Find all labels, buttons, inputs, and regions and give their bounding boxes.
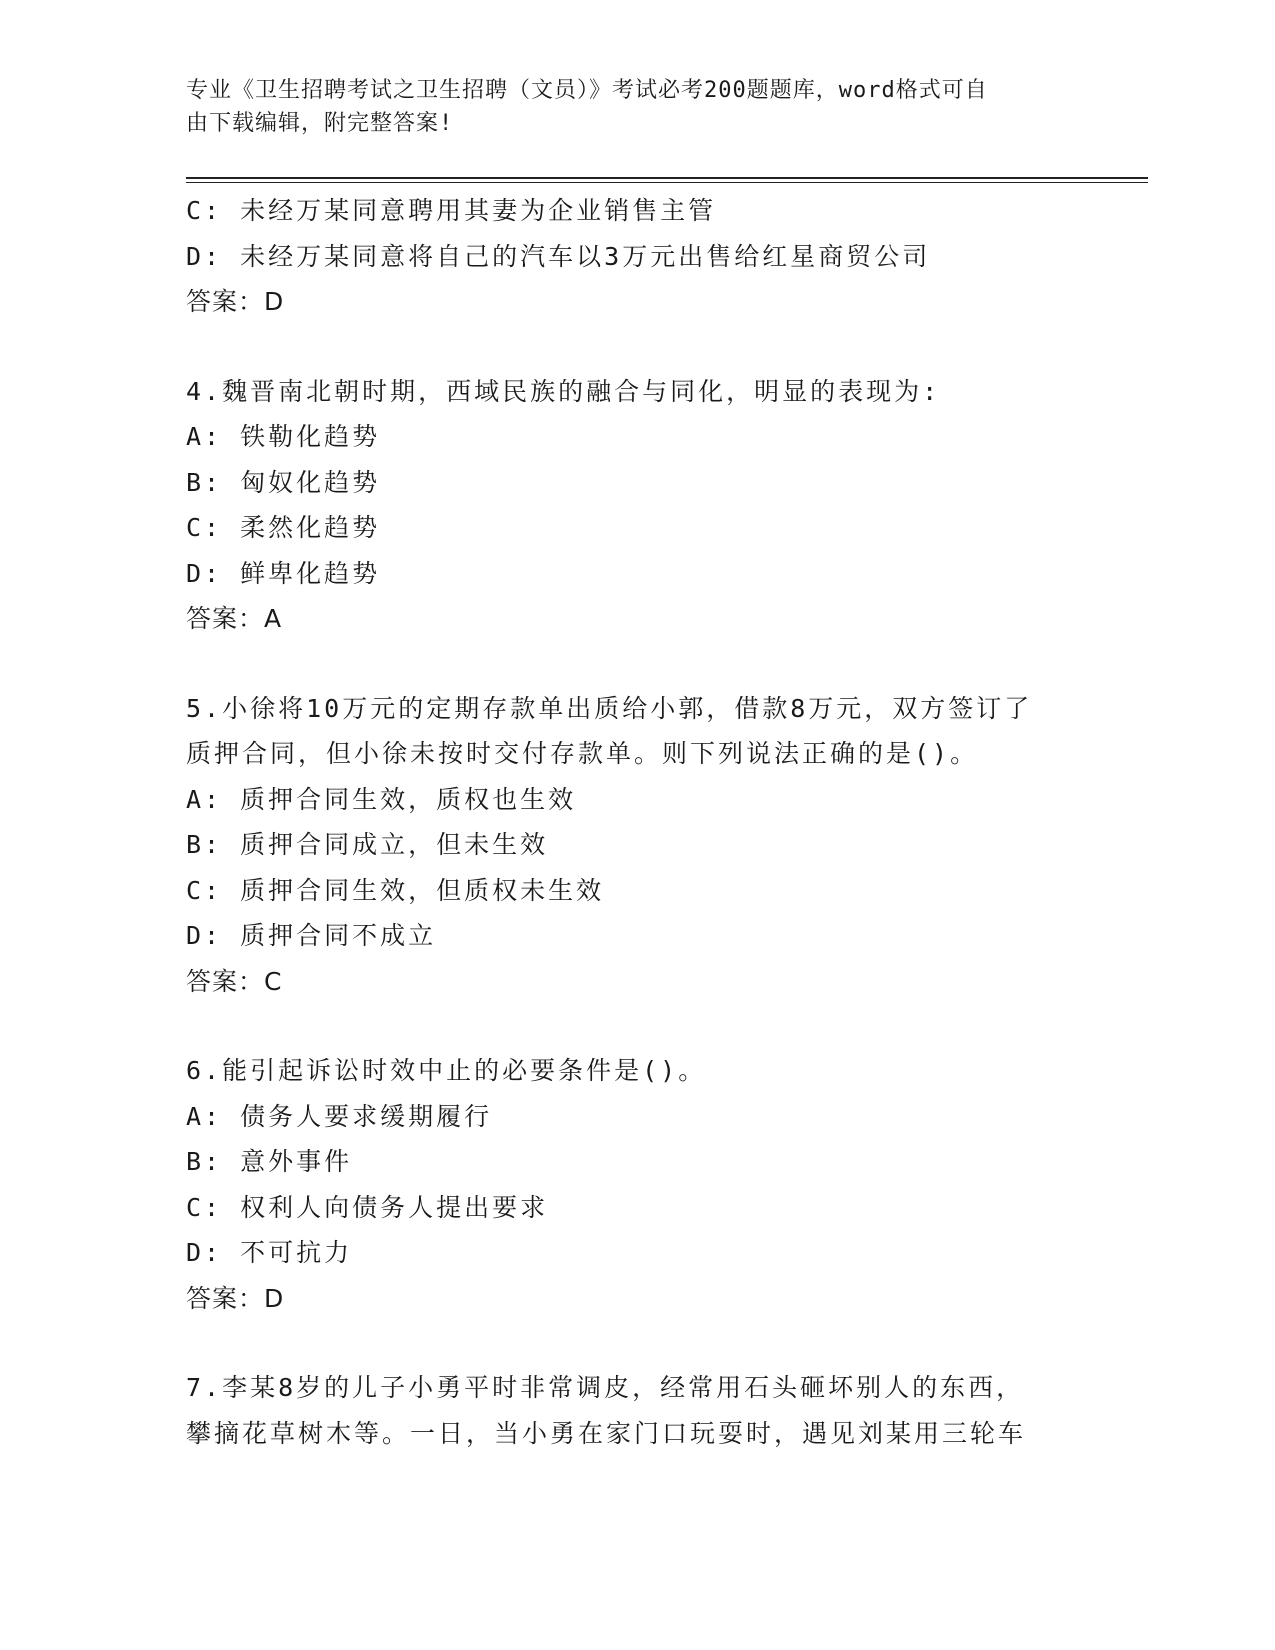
question-block-4 (186, 369, 1086, 642)
option-c: C: 未经万某同意聘用其妻为企业销售主管 (186, 196, 717, 225)
question-block-6 (186, 1048, 1086, 1321)
header-line-2: 由下载编辑，附完整答案! (186, 111, 454, 136)
question-block-prev (186, 188, 1086, 325)
option-c: C: 柔然化趋势 (186, 513, 381, 542)
question-block-7 (186, 1365, 1086, 1456)
header-line-1: 专业《卫生招聘考试之卫生招聘（文员）》考试必考200题题库，word格式可自 (186, 78, 988, 103)
answer-line: 答案：A (186, 604, 283, 633)
question-stem-line-2: 质押合同，但小徐未按时交付存款单。则下列说法正确的是()。 (186, 739, 979, 768)
question-stem-line-2: 攀摘花草树木等。一日，当小勇在家门口玩耍时，遇见刘某用三轮车 (186, 1418, 1027, 1448)
option-d: D: 不可抗力 (186, 1238, 353, 1267)
question-stem: 4.魏晋南北朝时期，西域民族的融合与同化，明显的表现为: (186, 376, 941, 406)
header-divider-thin (186, 182, 1148, 183)
option-b: B: 意外事件 (186, 1147, 353, 1176)
answer-line: 答案：C (186, 966, 283, 996)
question-stem-line-1: 5.小徐将10万元的定期存款单出质给小郭，借款8万元，双方签订了 (186, 693, 1033, 723)
option-c: C: 权利人向债务人提出要求 (186, 1192, 549, 1222)
option-d: D: 未经万某同意将自己的汽车以3万元出售给红星商贸公司 (186, 241, 931, 271)
option-d: D: 鲜卑化趋势 (186, 558, 381, 588)
question-list (186, 188, 1086, 1456)
question-block-5 (186, 686, 1086, 1005)
option-a: A: 质押合同生效，质权也生效 (186, 784, 577, 814)
option-b: B: 质押合同成立，但未生效 (186, 830, 549, 859)
question-stem: 6.能引起诉讼时效中止的必要条件是()。 (186, 1056, 707, 1085)
answer-line: 答案：D (186, 287, 285, 316)
option-c: C: 质押合同生效，但质权未生效 (186, 875, 605, 905)
answer-line: 答案：D (186, 1283, 285, 1313)
option-a: A: 债务人要求缓期履行 (186, 1101, 493, 1131)
question-stem-line-1: 7.李某8岁的儿子小勇平时非常调皮，经常用石头砸坏别人的东西， (186, 1373, 1025, 1402)
option-d: D: 质押合同不成立 (186, 921, 437, 950)
header-divider-thick (186, 177, 1148, 179)
option-a: A: 铁勒化趋势 (186, 422, 381, 451)
option-b: B: 匈奴化趋势 (186, 467, 381, 497)
document-header (186, 74, 1066, 140)
